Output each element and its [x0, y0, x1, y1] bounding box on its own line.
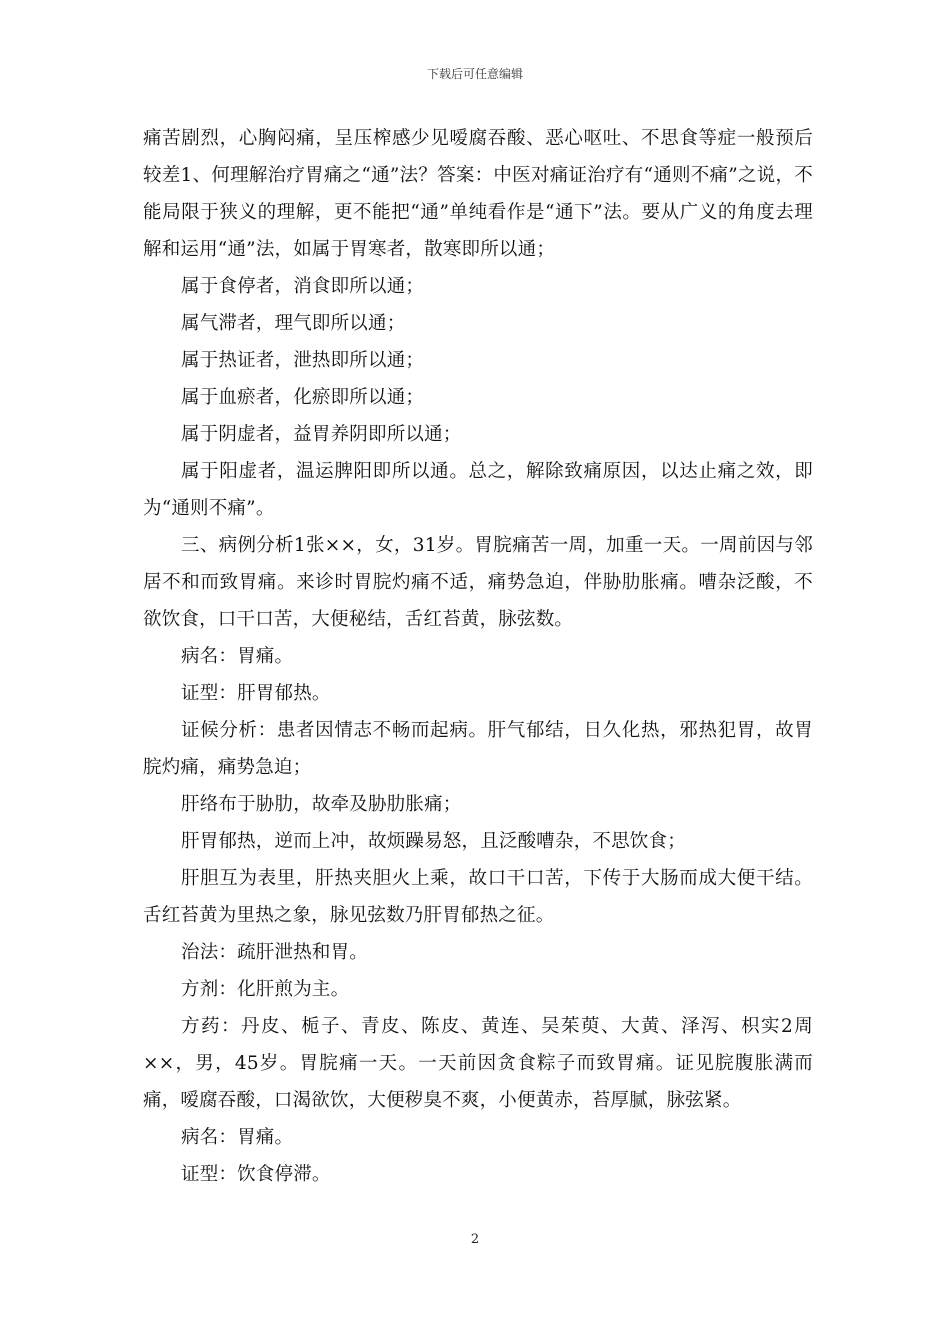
paragraph: 证型：饮食停滞。 [181, 1164, 331, 1185]
paragraph: 病名：胃痛。 [181, 1127, 294, 1148]
paragraph: 方剂：化肝煎为主。 [181, 979, 350, 1000]
page-header: 下载后可任意编辑 [426, 67, 523, 81]
paragraph: 肝络布于胁肋，故牵及胁肋胀痛； [181, 794, 462, 815]
paragraph: 三、病例分析1张××，女，31岁。胃脘痛苦一周，加重一天。一周前因与邻居不和而致胃痛。来诊时胃脘灼痛不适，痛势急迫，伴胁肋胀痛。嘈杂泛酸，不欲饮食，口干口苦，大便秘结，舌红苔黄，脉弦数。 [143, 535, 813, 630]
paragraph: 方药：丹皮、栀子、青皮、陈皮、黄连、吴茱萸、大黄、泽泻、枳实2周××，男，45岁。胃脘痛一天。一天前因贪食粽子而致胃痛。证见脘腹胀满而痛，嗳腐吞酸，口渴欲饮，大便秽臭不爽，小便黄赤，苔厚腻，脉弦紧。 [143, 1016, 813, 1111]
document-body [143, 120, 813, 1193]
paragraph: 属于阳虚者，温运脾阳即所以通。总之，解除致痛原因，以达止痛之效，即为“通则不痛”。 [143, 461, 813, 519]
paragraph: 属气滞者，理气即所以通； [181, 313, 406, 334]
paragraph: 属于阴虚者，益胃养阴即所以通； [181, 424, 462, 445]
paragraph: 病名：胃痛。 [181, 646, 294, 667]
paragraph: 证型：肝胃郁热。 [181, 683, 331, 704]
paragraph: 属于食停者，消食即所以通； [181, 276, 425, 297]
paragraph: 肝胆互为表里，肝热夹胆火上乘，故口干口苦，下传于大肠而成大便干结。舌红苔黄为里热之象，脉见弦数乃肝胃郁热之征。 [143, 868, 813, 926]
paragraph: 痛苦剧烈，心胸闷痛，呈压榨感少见嗳腐吞酸、恶心呕吐、不思食等症一般预后较差1、何理解治疗胃痛之“通”法？答案：中医对痛证治疗有“通则不痛”之说，不能局限于狭义的理解，更不能把“通”单纯看作是“通下”法。要从广义的角度去理解和运用“通”法，如属于胃寒者，散寒即所以通； [143, 128, 813, 260]
page-number: 2 [470, 1232, 480, 1247]
paragraph: 证候分析：患者因情志不畅而起病。肝气郁结，日久化热，邪热犯胃，故胃脘灼痛，痛势急迫； [143, 720, 813, 778]
paragraph: 属于热证者，泄热即所以通； [181, 350, 425, 371]
paragraph: 治法：疏肝泄热和胃。 [181, 942, 369, 963]
paragraph: 肝胃郁热，逆而上冲，故烦躁易怒，且泛酸嘈杂，不思饮食； [181, 831, 686, 852]
paragraph: 属于血瘀者，化瘀即所以通； [181, 387, 425, 408]
